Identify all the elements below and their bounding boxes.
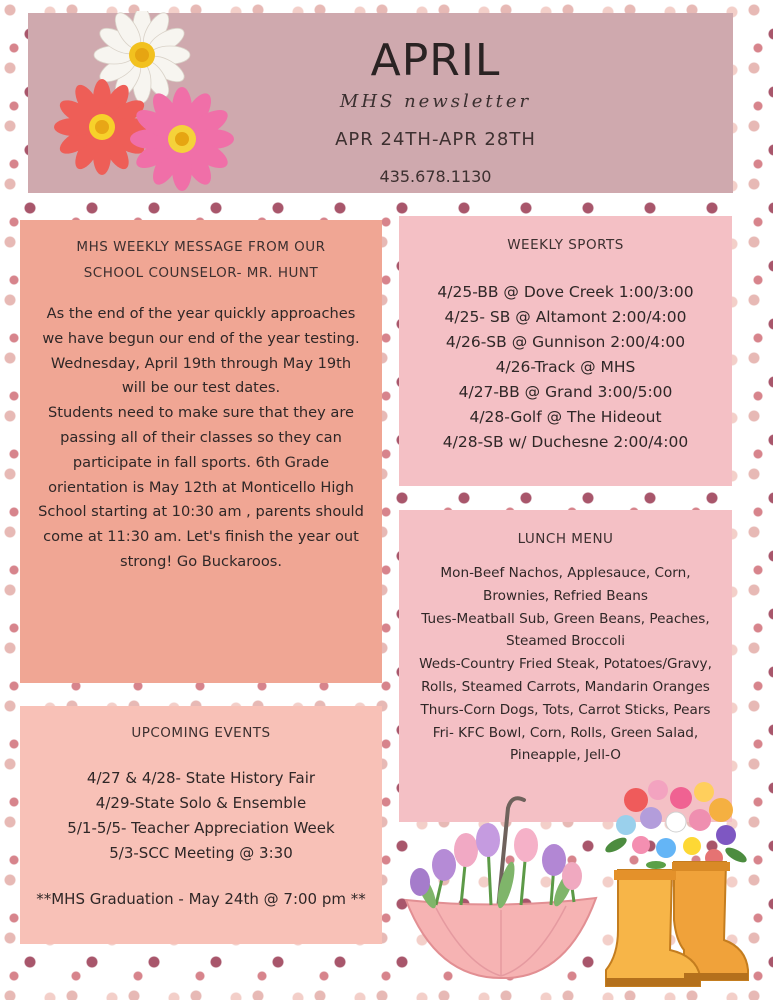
list-item: Tues-Meatball Sub, Green Beans, Peaches, Steamed Broccoli <box>421 610 710 650</box>
counselor-paragraph: As the end of the year quickly approaches we have begun our end of the year testing. Wednesday, April 19th through May 19th will be our test dates. <box>42 305 360 397</box>
flower-boots-icon <box>596 770 756 992</box>
newsletter-header <box>28 13 733 193</box>
newsletter-subtitle: MHS newsletter <box>339 91 532 112</box>
list-item: Fri- KFC Bowl, Corn, Rolls, Green Salad, Pineapple, Jell-O <box>432 724 699 764</box>
tulip-umbrella-icon <box>396 790 606 990</box>
page-title: APRIL <box>370 35 501 86</box>
sports-list <box>411 280 720 455</box>
counselor-body <box>38 302 364 575</box>
lunch-list <box>407 562 724 767</box>
list-item: 4/27 & 4/28- State History Fair <box>86 769 316 787</box>
weekly-sports-section <box>399 216 732 486</box>
events-heading: UPCOMING EVENTS <box>131 725 271 741</box>
upcoming-events-section <box>20 706 382 944</box>
list-item: 4/28-SB w/ Duchesne 2:00/4:00 <box>442 433 689 451</box>
list-item: 4/29-State Solo & Ensemble <box>95 794 307 812</box>
list-item: 5/1-5/5- Teacher Appreciation Week <box>67 819 335 837</box>
list-item: 4/26-Track @ MHS <box>495 358 636 376</box>
list-item: 4/26-SB @ Gunnison 2:00/4:00 <box>445 333 686 351</box>
school-phone: 435.678.1130 <box>379 167 492 186</box>
list-item: 4/27-BB @ Grand 3:00/5:00 <box>458 383 673 401</box>
events-list <box>34 766 368 866</box>
list-item: 4/25-BB @ Dove Creek 1:00/3:00 <box>437 283 694 301</box>
list-item: 5/3-SCC Meeting @ 3:30 <box>109 844 293 862</box>
list-item: Mon-Beef Nachos, Applesauce, Corn, Brownies, Refried Beans <box>440 565 691 604</box>
list-item: Thurs-Corn Dogs, Tots, Carrot Sticks, Pears <box>420 701 711 718</box>
counselor-heading-line2: SCHOOL COUNSELOR- MR. HUNT <box>83 265 319 281</box>
list-item: Weds-Country Fried Steak, Potatoes/Gravy, Rolls, Steamed Carrots, Mandarin Oranges <box>419 656 712 695</box>
counselor-heading <box>38 234 364 286</box>
sports-heading: WEEKLY SPORTS <box>507 237 624 253</box>
list-item: 4/28-Golf @ The Hideout <box>469 408 662 426</box>
counselor-heading-line1: MHS WEEKLY MESSAGE FROM OUR <box>76 239 326 255</box>
lunch-heading: LUNCH MENU <box>517 531 614 547</box>
counselor-paragraph: Students need to make sure that they are passing all of their classes so they can participate in fall sports. 6th Grade orientation is May 12th at Monticello High School starting at 10:30 am , parents should come at 11:30 am. Let's finish the year out strong! Go Buckaroos. <box>38 404 364 570</box>
counselor-message-section <box>20 220 382 683</box>
week-dates: APR 24TH-APR 28TH <box>335 129 536 150</box>
graduation-notice: **MHS Graduation - May 24th @ 7:00 pm ** <box>36 890 366 908</box>
list-item: 4/25- SB @ Altamont 2:00/4:00 <box>444 308 687 326</box>
